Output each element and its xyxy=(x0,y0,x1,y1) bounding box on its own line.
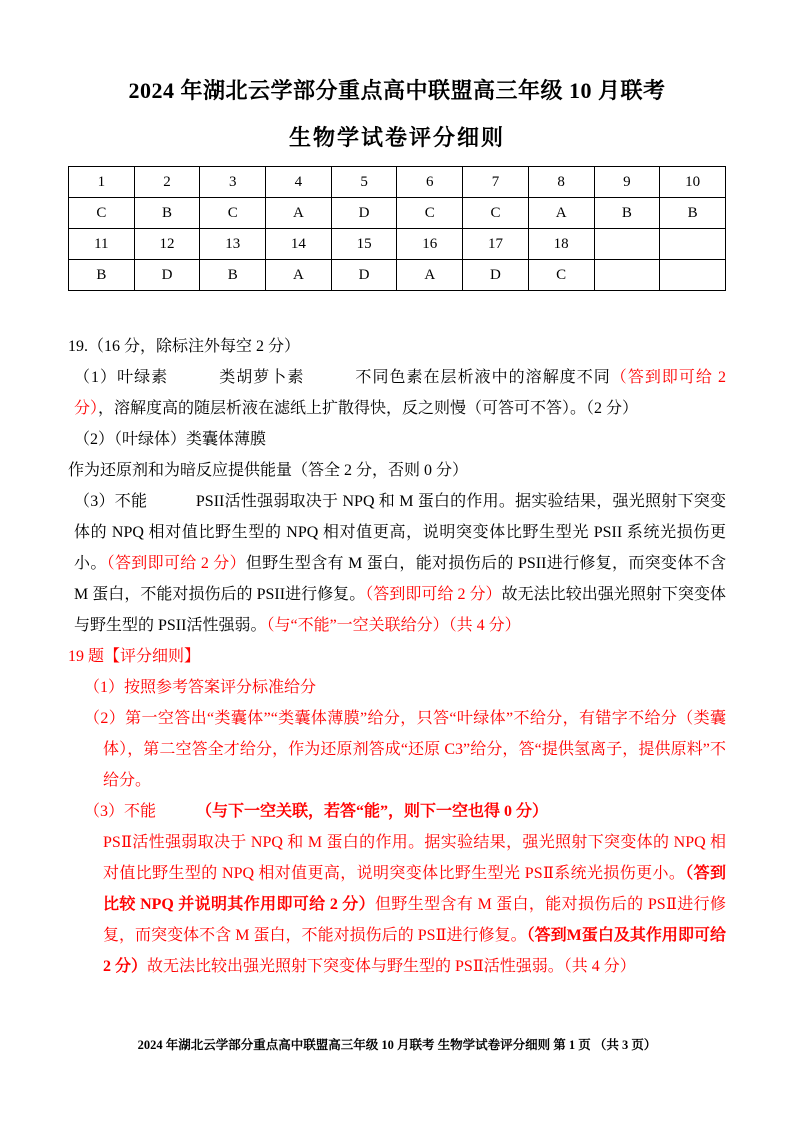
answer-cell: 2 xyxy=(134,167,200,198)
paragraph xyxy=(68,424,726,455)
answer-cell: B xyxy=(594,198,660,229)
text-segment: 19 题【评分细则】 xyxy=(68,648,201,665)
paragraph xyxy=(68,641,726,672)
answer-cell xyxy=(594,229,660,260)
text-segment: （2）第一空答出“类囊体”“类囊体薄膜”给分，只答“叶绿体”不给分，有错字不给分（类囊体），第二空答全才给分，作为还原剂答成“还原 C3”给分，答“提供氢离子，提供原料”不给分。 xyxy=(84,710,726,789)
answer-cell: 14 xyxy=(266,229,332,260)
answer-table xyxy=(68,166,726,291)
text-segment: （与“不能”一空关联给分）（共 4 分） xyxy=(266,617,521,634)
page-footer: 2024 年湖北云学部分重点高中联盟高三年级 10 月联考 生物学试卷评分细则 第 1 页 （共 3 页） xyxy=(137,1038,657,1052)
text-segment: 故无法比较出强光照射下突变体与野生型的 PSⅡ活性强弱。（共 4 分） xyxy=(147,958,636,975)
paragraph xyxy=(68,486,726,641)
paragraph xyxy=(68,796,726,827)
answer-cell: C xyxy=(69,198,135,229)
answer-cell: C xyxy=(397,198,463,229)
body-paragraphs xyxy=(68,331,726,982)
text-segment: 但野生型含有 M 蛋白，能对损伤后的 PSⅡ进行修复，而突变体不含 M 蛋白，不能对损伤后的 PSⅡ进行修复。 xyxy=(103,896,726,944)
text-segment: ，溶解度高的随层析液在滤纸上扩散得快，反之则慢（可答可不答）。（2 分） xyxy=(98,400,639,417)
text-segment: （答到即可给 2 分） xyxy=(106,555,246,572)
answer-table-row xyxy=(69,198,726,229)
answer-cell: B xyxy=(660,198,726,229)
text-segment: （1）按照参考答案评分标准给分 xyxy=(84,679,317,696)
answer-cell: A xyxy=(266,198,332,229)
text-segment: 故无法比较出强光照射下突变体与野生型的 PSII活性强弱。 xyxy=(74,586,726,634)
document-content xyxy=(0,74,794,982)
text-segment: （答到即可给 2 分） xyxy=(365,586,502,603)
answer-cell: B xyxy=(200,260,266,291)
answer-cell: B xyxy=(69,260,135,291)
answer-cell: C xyxy=(528,260,594,291)
paragraph xyxy=(68,827,726,982)
text-segment: 作为还原剂和为暗反应提供能量（答全 2 分，否则 0 分） xyxy=(68,462,469,479)
paragraph xyxy=(68,455,726,486)
answer-cell: 6 xyxy=(397,167,463,198)
answer-cell: 16 xyxy=(397,229,463,260)
answer-cell: 5 xyxy=(331,167,397,198)
answer-cell: A xyxy=(397,260,463,291)
text-segment: PSⅡ活性强弱取决于 NPQ 和 M 蛋白的作用。据实验结果，强光照射下突变体的 NPQ 相对值比野生型的 NPQ 相对值更高，说明突变体比野生型光 PSⅡ系统光损伤更小。 xyxy=(103,834,726,882)
answer-cell: 12 xyxy=(134,229,200,260)
document-subtitle: 生物学试卷评分细则 xyxy=(288,125,505,150)
answer-cell: D xyxy=(331,198,397,229)
paragraph xyxy=(68,703,726,796)
document-title: 2024 年湖北云学部分重点高中联盟高三年级 10 月联考 xyxy=(128,78,666,103)
answer-cell: 9 xyxy=(594,167,660,198)
answer-cell: A xyxy=(528,198,594,229)
text-segment: （答到比较 NPQ 并说明其作用即可给 2 分） xyxy=(103,865,726,913)
paragraph xyxy=(68,331,726,362)
answer-cell: 4 xyxy=(266,167,332,198)
text-segment: （1）叶绿素 类胡萝卜素 不同色素在层析液中的溶解度不同 xyxy=(74,369,611,386)
answer-cell: 18 xyxy=(528,229,594,260)
text-segment: （答到即可给 2 分） xyxy=(74,369,726,417)
answer-cell: D xyxy=(463,260,529,291)
answer-cell: 17 xyxy=(463,229,529,260)
text-segment: （2）（叶绿体）类囊体薄膜 xyxy=(74,431,267,448)
answer-cell xyxy=(594,260,660,291)
answer-table-row xyxy=(69,167,726,198)
answer-table-row xyxy=(69,229,726,260)
text-segment: （3）不能 PSII活性强弱取决于 NPQ 和 M 蛋白的作用。据实验结果，强光照射下突变体的 NPQ 相对值比野生型的 NPQ 相对值更高，说明突变体比野生型光 PSII 系统光损伤更小。 xyxy=(74,493,726,572)
answer-cell: 7 xyxy=(463,167,529,198)
text-segment: （与下一空关联，若答“能”，则下一空也得 0 分） xyxy=(204,803,549,820)
answer-table-row xyxy=(69,260,726,291)
answer-cell: D xyxy=(331,260,397,291)
answer-cell xyxy=(660,260,726,291)
answer-cell: B xyxy=(134,198,200,229)
answer-cell: 3 xyxy=(200,167,266,198)
answer-cell: 11 xyxy=(69,229,135,260)
answer-cell: 13 xyxy=(200,229,266,260)
answer-cell: C xyxy=(463,198,529,229)
paragraph xyxy=(68,672,726,703)
answer-cell: 10 xyxy=(660,167,726,198)
answer-cell: A xyxy=(266,260,332,291)
text-segment: 但野生型含有 M 蛋白，能对损伤后的 PSII进行修复，而突变体不含 M 蛋白，不能对损伤后的 PSII进行修复。 xyxy=(74,555,726,603)
text-segment: （答到M蛋白及其作用即可给 2 分） xyxy=(103,927,726,975)
answer-cell: 1 xyxy=(69,167,135,198)
answer-cell: 15 xyxy=(331,229,397,260)
text-segment: 19.（16 分，除标注外每空 2 分） xyxy=(68,338,301,355)
answer-cell: C xyxy=(200,198,266,229)
answer-cell xyxy=(660,229,726,260)
text-segment: （3）不能 xyxy=(84,803,205,820)
answer-cell: D xyxy=(134,260,200,291)
answer-cell: 8 xyxy=(528,167,594,198)
answer-table-body xyxy=(69,167,726,291)
paragraph xyxy=(68,362,726,424)
